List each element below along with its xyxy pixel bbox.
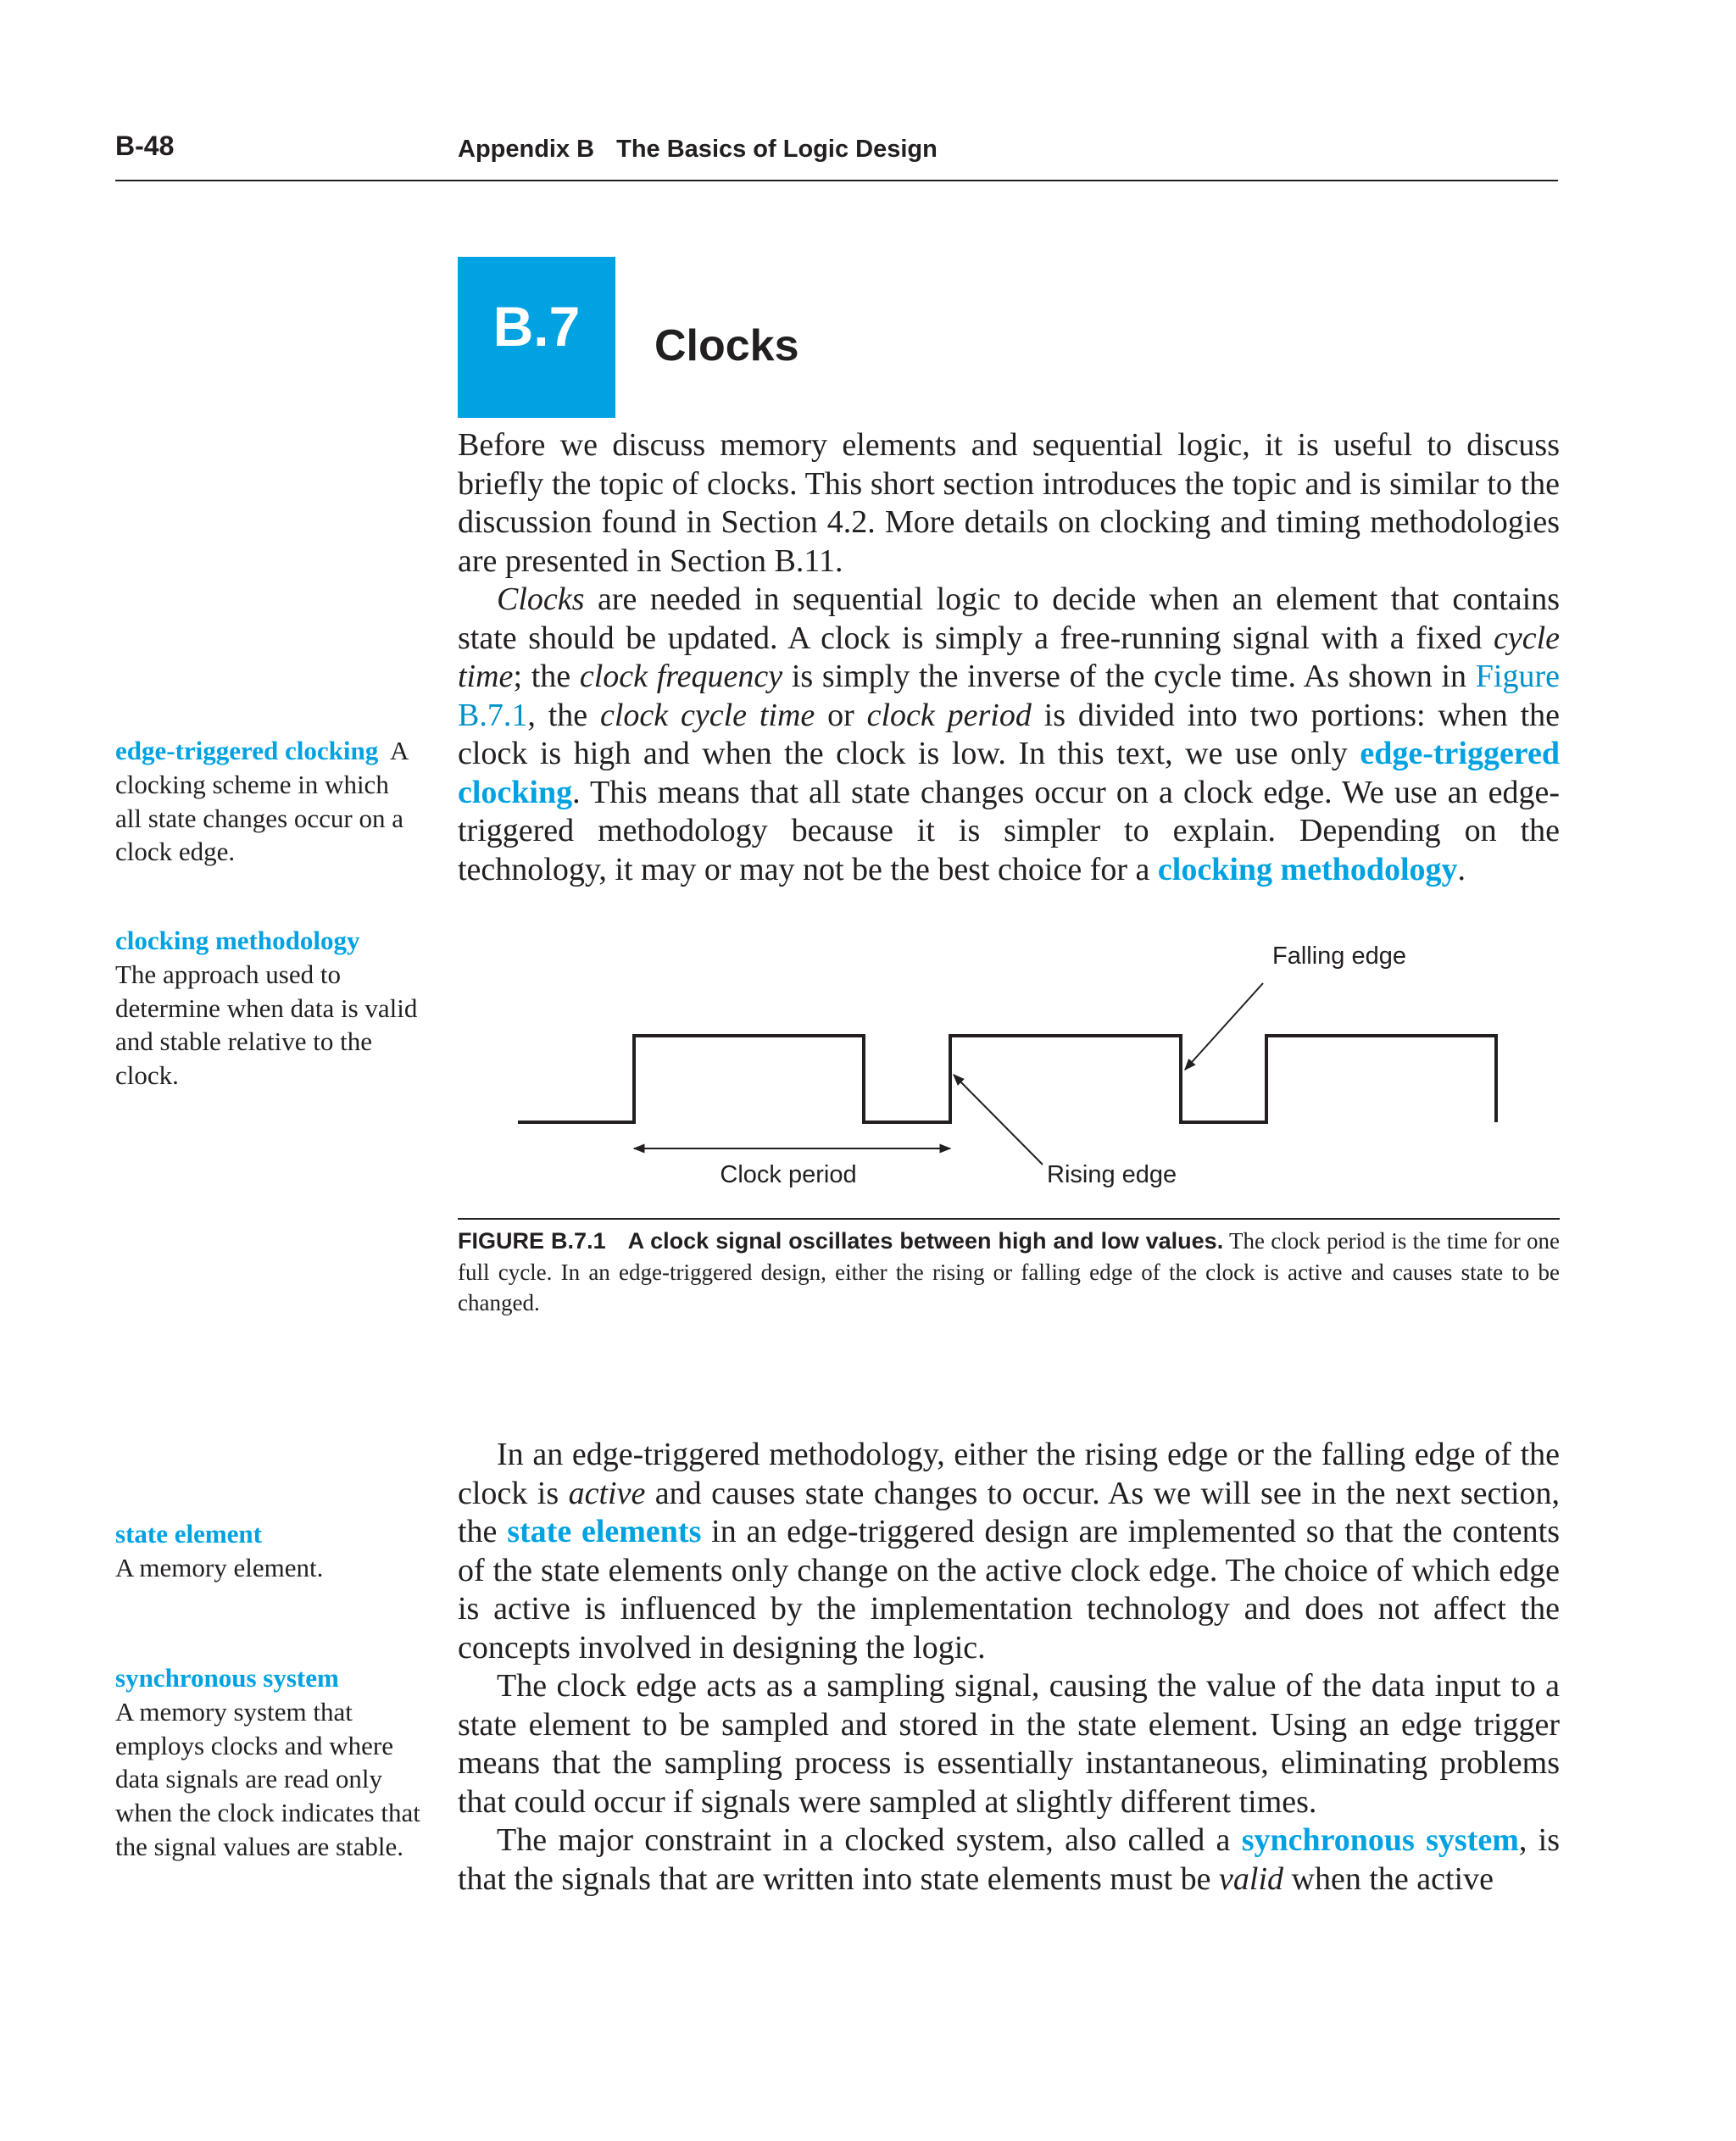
keyword-state-elements[interactable]: state elements: [507, 1514, 702, 1549]
margin-term: clocking methodology: [115, 926, 360, 955]
figure-caption: [458, 1226, 1560, 1319]
caption-text: The clock period is the time for one full cycle. In an edge-triggered design, either the rising or falling edge of the clock is active and causes state to be changed.: [458, 1228, 1560, 1315]
margin-definition: A memory system that employs clocks and where data signals are read only when the clock indicates that the signal values are stable.: [115, 1696, 420, 1861]
paragraph-2: Clocks are needed in sequential logic to decide when an element that contains state should be updated. A clock is simply a free-running signal with a fixed cycle time; the clock frequency is simply the inverse of the cycle time. As shown in Figure B.7.1, the clock cycle time or clock period is divided into two portions: when the clock is high and when the clock is low. In this text, we use only edge-triggered clocking. This means that all state changes occur on a clock edge. We use an edge-triggered methodology because it is simpler to explain. Depending on the technology, it may or may not be the best choice for a clocking methodology.: [458, 581, 1561, 887]
keyword-clocking-methodology[interactable]: clocking methodology: [1157, 851, 1458, 887]
margin-note-edge-triggered-clocking: [115, 734, 420, 869]
paragraph-4: The clock edge acts as a sampling signal, causing the value of the data input to a state element to be sampled and stored in the state element. Using an edge trigger means that the sampling process is essentially instantaneous, eliminating problems that could occur if signals were sampled at slightly different times.: [458, 1668, 1560, 1820]
rising-edge-pointer: [954, 1075, 1043, 1165]
falling-edge-pointer: [1185, 983, 1263, 1070]
clock-waveform-diagram: [458, 915, 1560, 1204]
clock-signal-waveform: [518, 1036, 1496, 1122]
margin-definition: A memory element.: [115, 1552, 324, 1582]
margin-term: synchronous system: [115, 1663, 339, 1693]
margin-definition: The approach used to determine when data is valid and stable relative to the clock.: [115, 959, 418, 1091]
page-number: B-48: [115, 131, 175, 161]
paragraph-5: The major constraint in a clocked system, also called a synchronous system, is that the signals that are written into state elements must be valid when the active: [458, 1822, 1560, 1897]
figure-number: FIGURE B.7.1: [458, 1228, 606, 1254]
clock-waveform-figure: [458, 915, 1560, 1204]
appendix-label: Appendix B: [458, 136, 595, 163]
clock-period-label: Clock period: [720, 1161, 857, 1188]
caption-rule: [458, 1218, 1560, 1220]
paragraph-1: Before we discuss memory elements and sequential logic, it is useful to discuss briefly the topic of clocks. This short section introduces the topic and is similar to the discussion found in Section 4.2. More details on clocking and timing methodologies are presented in Section B.11.: [458, 427, 1560, 579]
section-number-box: B.7: [458, 257, 615, 418]
figure-reference-link[interactable]: Figure B.7.1: [458, 659, 1560, 733]
margin-term: state element: [115, 1519, 262, 1549]
margin-term: edge-triggered clocking: [115, 736, 379, 765]
keyword-synchronous-system[interactable]: synchronous system: [1241, 1822, 1519, 1858]
paragraph-3: In an edge-triggered methodology, either the rising edge or the falling edge of the clock is active and causes state changes to occur. As we will see in the next section, the state elements in an edge-triggered design are implemented so that the contents of the state elements only change on the active clock edge. The choice of which edge is active is influenced by the implementation technology and does not affect the concepts involved in designing the logic.: [458, 1437, 1561, 1666]
falling-edge-label: Falling edge: [1272, 943, 1406, 970]
margin-note-state-element: [115, 1517, 420, 1585]
body-text-upper: [458, 426, 1560, 889]
body-text-lower: [458, 1436, 1560, 1899]
section-title: Clocks: [654, 321, 799, 370]
margin-definition: A clocking scheme in which all state changes occur on a clock edge.: [115, 736, 408, 867]
figure-title: A clock signal oscillates between high and low values.: [627, 1228, 1224, 1254]
header-rule: [115, 180, 1558, 181]
keyword-edge-triggered-clocking[interactable]: edge-triggered clocking: [458, 736, 1560, 810]
margin-note-clocking-methodology: [115, 924, 420, 1093]
chapter-title: The Basics of Logic Design: [616, 136, 938, 163]
rising-edge-label: Rising edge: [1047, 1161, 1177, 1188]
running-header: [458, 136, 938, 164]
margin-note-synchronous-system: [115, 1661, 420, 1864]
